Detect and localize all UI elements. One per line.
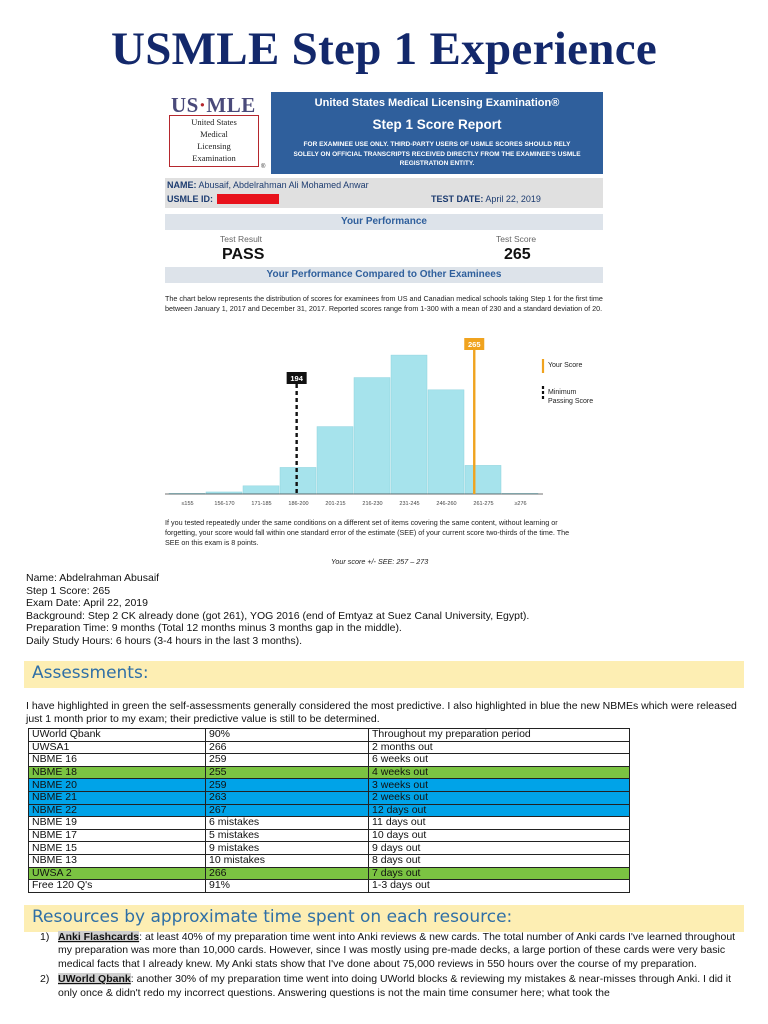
assessment-name: Free 120 Q's [29, 880, 206, 893]
detail-exam-date: Exam Date: April 22, 2019 [26, 597, 148, 610]
legend-label: Minimum [548, 389, 577, 396]
assessment-name: NBME 22 [29, 804, 206, 817]
assessment-score: 6 mistakes [206, 817, 369, 830]
assessment-timing: 3 weeks out [369, 779, 630, 792]
logo-wordmark: US·MLE [171, 93, 256, 117]
chart-tick-label: 186-200 [288, 501, 309, 507]
table-row [29, 729, 630, 742]
resources-list [40, 931, 742, 1002]
assessment-score: 266 [206, 867, 369, 880]
table-row [29, 741, 630, 754]
personal-details [26, 572, 529, 648]
logo-frame [169, 115, 259, 167]
logo-line: Licensing [197, 141, 231, 151]
assessment-score: 9 mistakes [206, 842, 369, 855]
detail-prep-time: Preparation Time: 9 months (Total 12 months minus 3 months gap in the middle). [26, 622, 402, 635]
assessment-score: 263 [206, 791, 369, 804]
legend-label: Passing Score [548, 398, 594, 405]
resource-title: UWorld Qbank [58, 973, 131, 986]
chart-tick-label: 171-185 [251, 501, 272, 507]
table-row [29, 754, 630, 767]
assessment-score: 91% [206, 880, 369, 893]
chart-tick-label: 156-170 [214, 501, 235, 507]
assessment-score: 259 [206, 754, 369, 767]
performance-heading: Your Performance [165, 214, 603, 230]
assessment-score: 267 [206, 804, 369, 817]
chart-tick-label: 216-230 [362, 501, 383, 507]
detail-score: Step 1 Score: 265 [26, 584, 111, 597]
chart-bar [465, 465, 501, 494]
usmle-id-label: USMLE ID: [167, 194, 213, 204]
detail-daily-hours: Daily Study Hours: 6 hours (3-4 hours in the last 3 months). [26, 634, 303, 647]
chart-description: The chart below represents the distribution of scores for examinees from US and Canadian medical schools taking Step 1 for the first time between January 1, 2017 and December 31, 2017. Reported scores range from 1-300 with a mean of 230 and a standard deviation of 20. [165, 294, 603, 313]
assessment-name: UWorld Qbank [29, 729, 206, 742]
assessment-timing: 1-3 days out [369, 880, 630, 893]
assessment-name: NBME 20 [29, 779, 206, 792]
report-title: Step 1 Score Report [372, 117, 502, 132]
logo-line: Examination [192, 153, 236, 163]
assessment-timing: 12 days out [369, 804, 630, 817]
assessment-name: NBME 19 [29, 817, 206, 830]
assessment-score: 5 mistakes [206, 829, 369, 842]
assessment-name: NBME 16 [29, 754, 206, 767]
logo-line: Medical [200, 129, 228, 139]
logo-registered-mark: ® [261, 164, 266, 170]
test-score-value: 265 [504, 246, 531, 263]
assessment-timing: 10 days out [369, 829, 630, 842]
logo-line: United States [191, 117, 237, 127]
score-distribution-chart [165, 337, 603, 512]
assessment-name: NBME 15 [29, 842, 206, 855]
assessment-timing: 2 months out [369, 741, 630, 754]
chart-bar [391, 355, 427, 494]
test-result-label: Test Result [220, 234, 263, 244]
assessment-timing: 2 weeks out [369, 791, 630, 804]
assessment-name: NBME 18 [29, 766, 206, 779]
list-number: 2) [40, 973, 50, 986]
see-explanation: If you tested repeatedly under the same conditions on a different set of items covering the same content, without learning or forgetting, your score would fall within one standard error of the estimate (SEE) of your current score two-thirds of the time. The SEE on this exam is 8 points. [165, 518, 570, 547]
test-result-value: PASS [222, 246, 265, 263]
report-notice: FOR EXAMINEE USE ONLY. THIRD-PARTY USERS OF USMLE SCORES SHOULD RELY SOLELY ON OFFICIAL TRANSCRIPTS RECEIVED DIRECTLY FROM THE EXAMINEE'S USMLE REGISTRATION ENTITY. [293, 141, 581, 167]
report-org-name: United States Medical Licensing Examination® [314, 97, 560, 109]
assessments-intro: I have highlighted in green the self-assessments generally considered the most predictive. I also highlighted in blue the new NBMEs which were released just 1 month prior to my exam; their predictive value is still to be determined. [26, 700, 737, 725]
table-row [29, 791, 630, 804]
assessment-name: NBME 17 [29, 829, 206, 842]
table-row [29, 854, 630, 867]
table-row [29, 817, 630, 830]
chart-bar [354, 378, 390, 494]
resource-text: : at least 40% of my preparation time went into Anki reviews & new cards. The total number of Anki cards I've learned throughout my preparation was more than 10,000 cards. However, since I was mostly using pre-made decks, a large portion of these cards were very basic medical facts that I already knew. My Anki stats show that I've done about 75,000 reviews in 550 hours over the course of my preparation. [58, 931, 736, 970]
assessment-timing: 9 days out [369, 842, 630, 855]
assessments-section-header [24, 661, 744, 688]
assessment-score: 10 mistakes [206, 854, 369, 867]
test-score-label: Test Score [496, 234, 537, 244]
assessments-table [28, 728, 630, 893]
table-row [29, 842, 630, 855]
page-title: USMLE Step 1 Experience [110, 23, 658, 75]
chart-tick-label: ≤155 [181, 501, 194, 507]
assessment-timing: Throughout my preparation period [369, 729, 630, 742]
detail-background: Background: Step 2 CK already done (got 261), YOG 2016 (end of Emtyaz at Suez Canal University, Egypt). [26, 609, 530, 622]
chart-tick-label: 261-275 [473, 501, 494, 507]
assessments-heading: Assessments: [32, 663, 149, 683]
chart-bar [428, 390, 464, 494]
chart-bar [243, 486, 279, 494]
examinee-info-bar [165, 178, 603, 208]
resource-text: : another 30% of my preparation time went into doing UWorld blocks & reviewing my mistakes & near-misses through Anki. I did it only once & didn't redo my incorrect questions. Answering questions is not the main time consumer here; what took the [58, 973, 732, 999]
chart-tick-label: 231-245 [399, 501, 420, 507]
score-report [165, 92, 603, 572]
assessment-score: 266 [206, 741, 369, 754]
list-number: 1) [40, 931, 50, 943]
table-row [29, 804, 630, 817]
see-range: Your score +/- SEE: 257 – 273 [331, 557, 429, 566]
table-row [29, 867, 630, 880]
chart-marker-label: 265 [467, 340, 481, 349]
table-row [29, 766, 630, 779]
examinee-name: NAME: Abusaif, Abdelrahman Ali Mohamed Anwar [167, 180, 369, 190]
chart-bar [317, 427, 353, 494]
resource-title: Anki Flashcards [58, 931, 140, 943]
assessment-name: UWSA1 [29, 741, 206, 754]
assessment-timing: 7 days out [369, 867, 630, 880]
chart-tick-label: 246-260 [436, 501, 457, 507]
usmle-logo [165, 92, 265, 174]
table-row [29, 779, 630, 792]
assessment-score: 255 [206, 766, 369, 779]
resources-heading: Resources by approximate time spent on each resource: [32, 907, 513, 927]
detail-name: Name: Abdelrahman Abusaif [26, 572, 160, 584]
assessment-name: NBME 13 [29, 854, 206, 867]
assessment-name: NBME 21 [29, 791, 206, 804]
assessment-score: 259 [206, 779, 369, 792]
assessment-score: 90% [206, 729, 369, 742]
redacted-id [217, 194, 279, 204]
test-date: TEST DATE: April 22, 2019 [431, 194, 541, 204]
resources-section-header [24, 905, 744, 932]
assessment-timing: 11 days out [369, 817, 630, 830]
assessment-timing: 6 weeks out [369, 754, 630, 767]
comparison-heading: Your Performance Compared to Other Examinees [165, 267, 603, 283]
assessment-name: UWSA 2 [29, 867, 206, 880]
legend-label: Your Score [548, 362, 583, 369]
assessment-timing: 8 days out [369, 854, 630, 867]
chart-marker-label: 194 [290, 374, 303, 383]
chart-tick-label: ≥276 [514, 501, 527, 507]
table-row [29, 880, 630, 893]
table-row [29, 829, 630, 842]
chart-tick-label: 201-215 [325, 501, 346, 507]
report-header [271, 92, 603, 174]
list-item [40, 931, 742, 971]
list-item [40, 973, 742, 1000]
chart-bar [280, 467, 316, 494]
assessment-timing: 4 weeks out [369, 766, 630, 779]
